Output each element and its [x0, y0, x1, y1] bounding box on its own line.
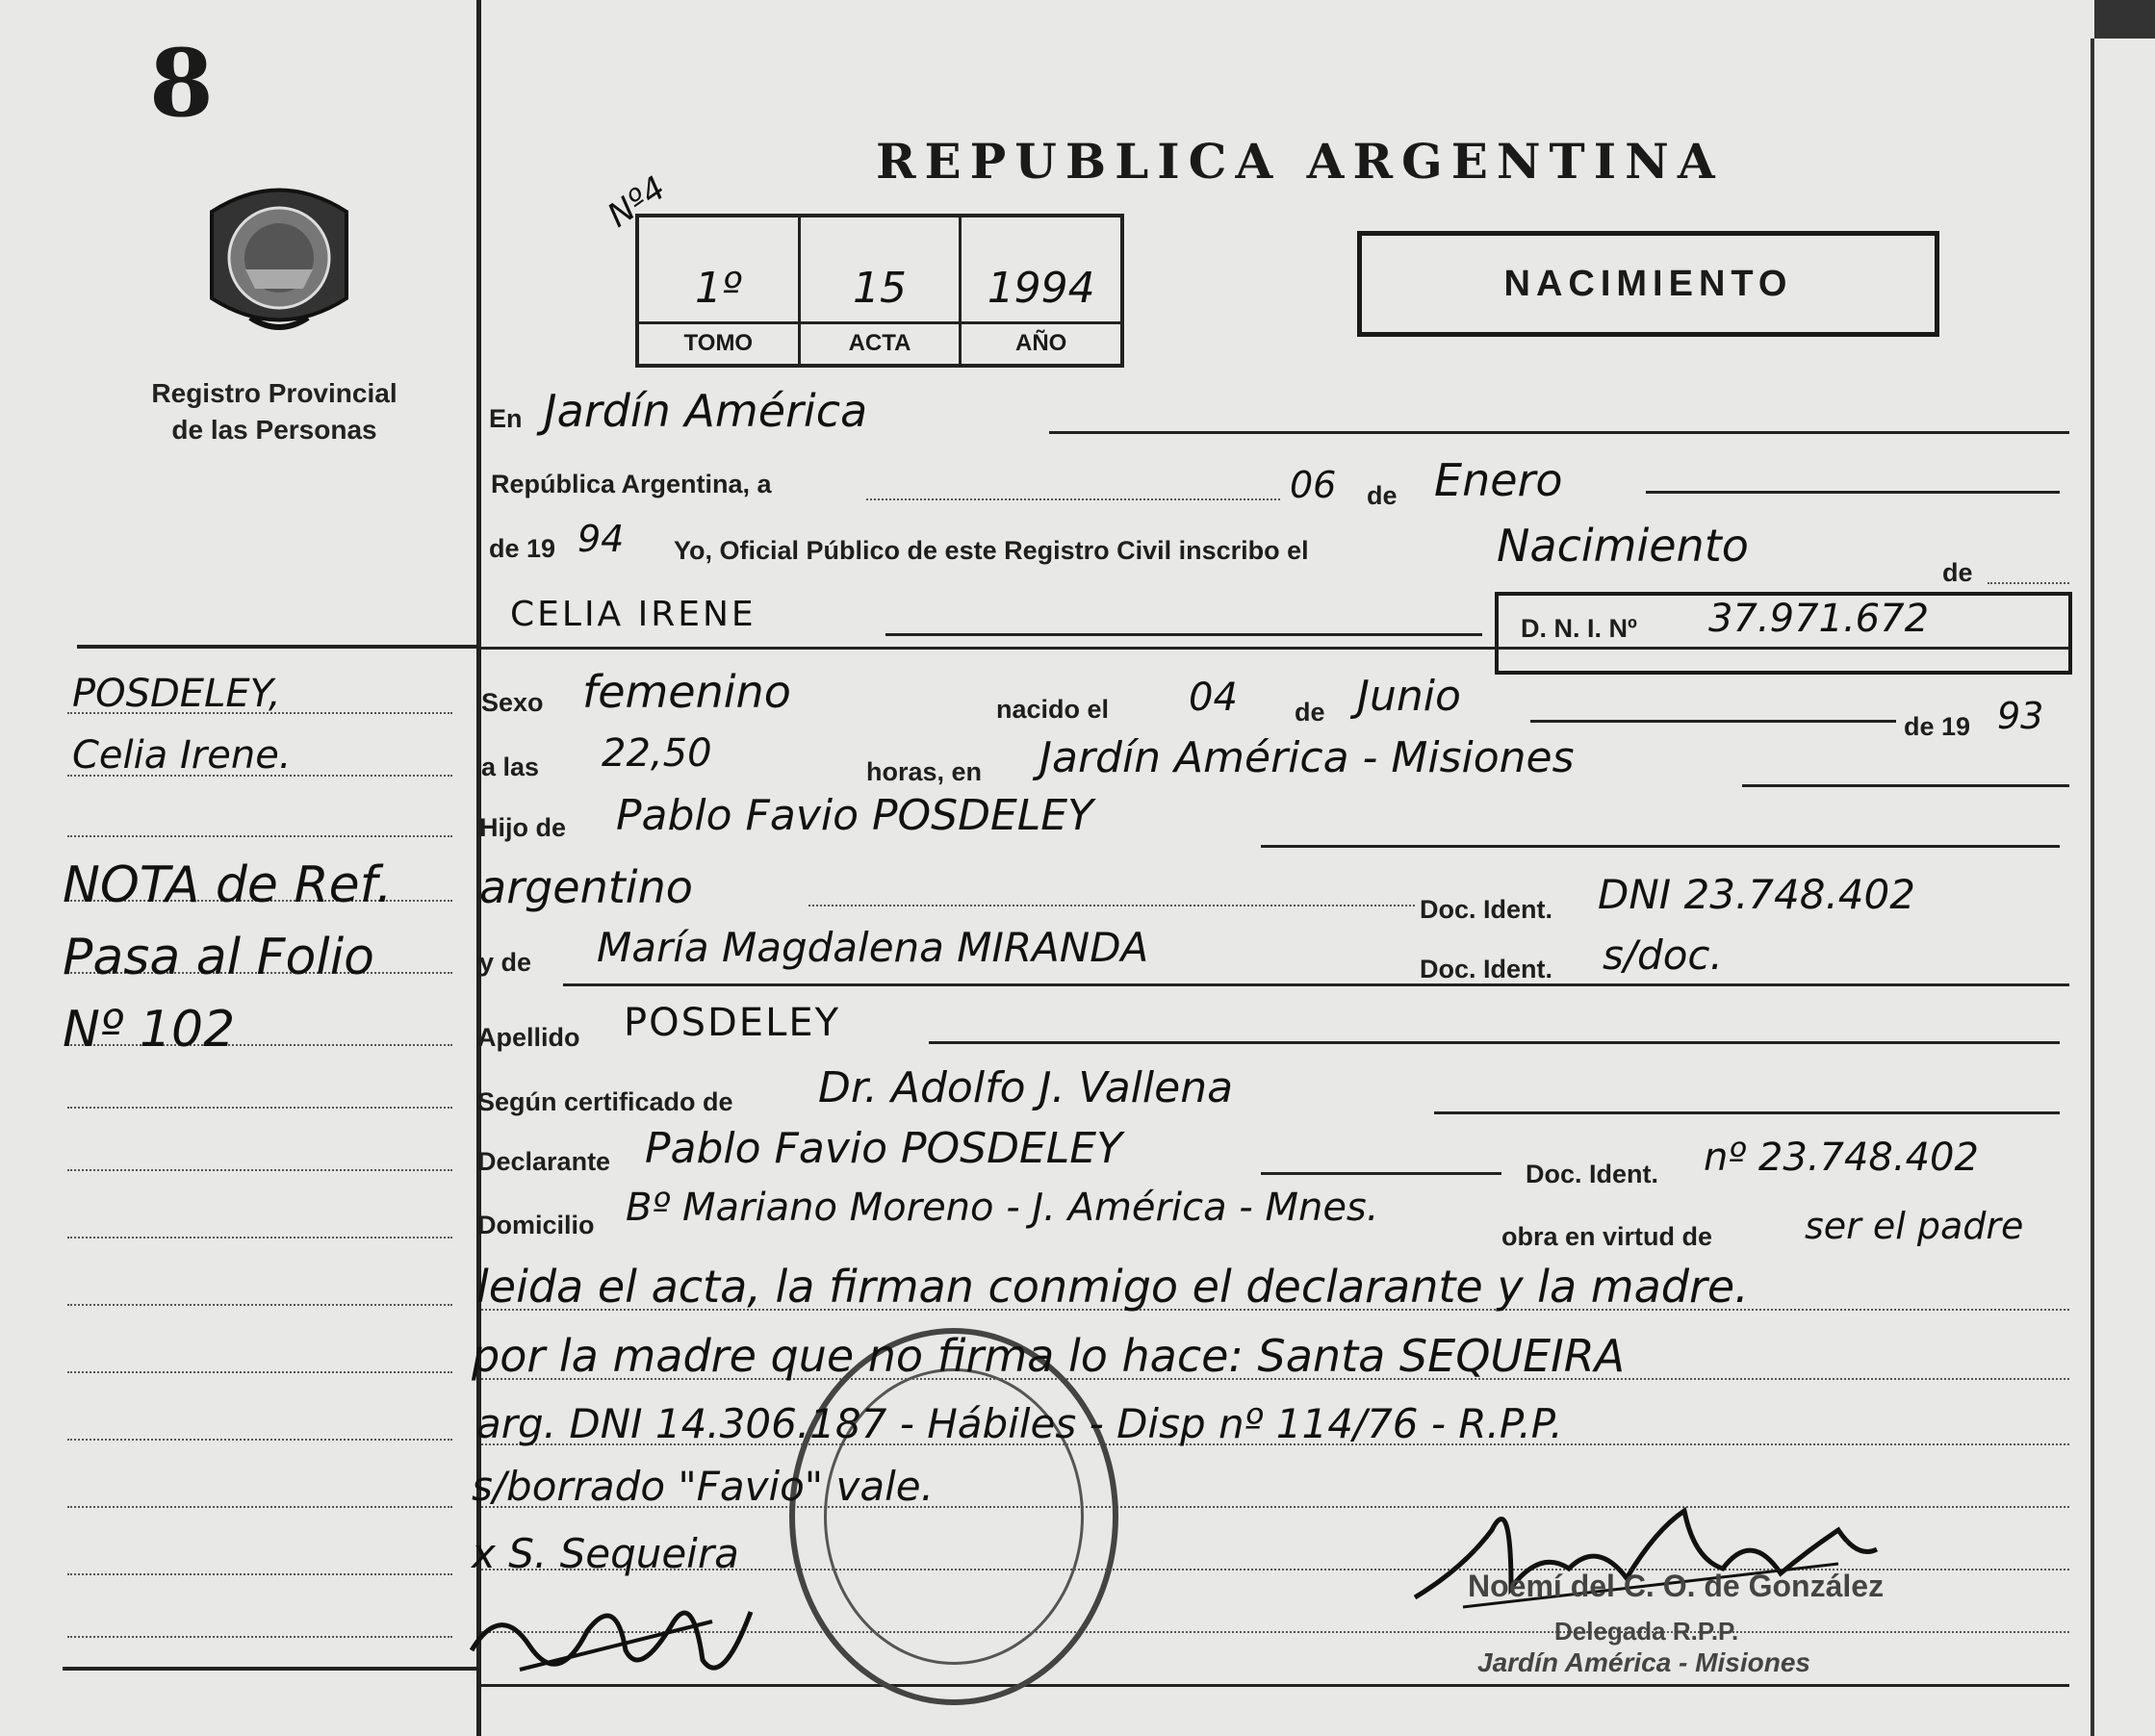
- certificado-value: Dr. Adolfo J. Vallena: [818, 1063, 1234, 1112]
- place-value: Jardín América: [544, 385, 868, 437]
- record-type-box: NACIMIENTO: [1357, 231, 1939, 337]
- remark-line-2: por la madre que no firma lo hace: Santa SEQUEIRA: [472, 1330, 1626, 1382]
- right-border: [2091, 38, 2094, 1736]
- month-value: Enero: [1434, 454, 1563, 506]
- remark-line-3: arg. DNI 14.306.187 - Hábiles - Disp nº 114/76 - R.P.P.: [476, 1400, 1563, 1447]
- dni-value: 37.971.672: [1708, 597, 1930, 641]
- margin-line: [67, 1506, 452, 1508]
- full-name: CELIA IRENE: [510, 595, 757, 634]
- dni-label: D. N. I. Nº: [1521, 614, 1637, 643]
- mother-doc: s/doc.: [1603, 932, 1723, 979]
- birth-month: Junio: [1357, 672, 1461, 721]
- registry-table: [635, 214, 1124, 368]
- apellido-label: Apellido: [477, 1023, 580, 1052]
- month-line: [1646, 491, 2060, 494]
- official-name: Noemí del C. O. de González: [1468, 1569, 1885, 1603]
- year-prefix: de 19: [489, 534, 556, 563]
- ano-value: 1994: [987, 264, 1095, 313]
- margin-line: [67, 1107, 452, 1109]
- sexo-value: femenino: [582, 666, 791, 718]
- declarante-doc: nº 23.748.402: [1704, 1136, 1979, 1180]
- inscribe-dotted: [1988, 582, 2069, 584]
- remark-line-1: leida el acta, la firman conmigo el declarante y la madre.: [476, 1261, 1749, 1313]
- declarant-signature-icon: [462, 1564, 770, 1698]
- birth-place-line: [1742, 784, 2069, 787]
- father-nationality: argentino: [479, 861, 693, 913]
- registry-number: Nº4: [601, 168, 673, 236]
- country-title: REPUBLICA ARGENTINA: [876, 133, 1724, 190]
- ano-label: AÑO: [962, 321, 1120, 357]
- margin-line: [67, 1439, 452, 1441]
- folio-number: 8: [149, 29, 214, 138]
- certificado-label: Según certificado de: [477, 1087, 733, 1116]
- left-bottom-rule: [63, 1667, 476, 1671]
- time-value: 22,50: [602, 731, 712, 776]
- margin-note-line-3: Nº 102: [63, 1001, 236, 1059]
- acta-cell: [801, 217, 962, 364]
- obra-value: ser el padre: [1805, 1205, 2024, 1247]
- ano-cell: [962, 217, 1120, 364]
- day-value: 06: [1290, 464, 1337, 506]
- birth-year-suffix: 93: [1997, 695, 2044, 737]
- margin-line: [67, 1371, 452, 1373]
- hijo-label: Hijo de: [479, 813, 567, 842]
- mother-line: [563, 983, 2069, 986]
- nacido-label: nacido el: [996, 695, 1110, 724]
- statement-text: Yo, Oficial Público de este Registro Civil inscribo el: [674, 536, 1309, 565]
- birth-de-label: de: [1295, 698, 1325, 727]
- tomo-cell: [639, 217, 801, 364]
- margin-line: [67, 1636, 452, 1638]
- domicilio-label: Domicilio: [477, 1211, 595, 1239]
- year-suffix: 94: [577, 518, 625, 560]
- nationality-dotted: [808, 905, 1415, 906]
- declarante-doc-label: Doc. Ident.: [1526, 1160, 1659, 1188]
- official-location: Jardín América - Misiones: [1477, 1647, 1810, 1677]
- tomo-value: 1º: [694, 264, 742, 313]
- a-las-label: a las: [481, 753, 540, 781]
- obra-label: obra en virtud de: [1501, 1222, 1713, 1251]
- margin-line: [67, 835, 452, 837]
- date-dotted: [866, 498, 1280, 500]
- birth-day: 04: [1189, 676, 1238, 720]
- en-label: En: [489, 404, 523, 433]
- remark-line-4: s/borrado "Favio" vale.: [472, 1463, 934, 1510]
- margin-note-line-1: NOTA de Ref.: [63, 856, 393, 914]
- remark-line-5: x S. Sequeira: [472, 1530, 739, 1577]
- declarante-label: Declarante: [477, 1147, 611, 1176]
- mother-name: María Magdalena MIRANDA: [597, 924, 1149, 971]
- father-line: [1261, 845, 2060, 848]
- sexo-label: Sexo: [481, 688, 544, 717]
- apellido-value: POSDELEY: [624, 1001, 841, 1045]
- registry-name: [96, 375, 452, 448]
- father-name: Pablo Favio POSDELEY: [616, 791, 1093, 840]
- father-doc: DNI 23.748.402: [1598, 871, 1915, 918]
- margin-given-names: Celia Irene.: [72, 733, 292, 778]
- margin-note-line-2: Pasa al Folio: [63, 929, 374, 986]
- birth-year-prefix: de 19: [1904, 712, 1971, 741]
- republic-label: República Argentina, a: [491, 470, 772, 498]
- margin-line: [67, 1304, 452, 1306]
- official-stamp-icon: [789, 1328, 1118, 1705]
- corner-shadow: [2094, 0, 2155, 38]
- margin-line: [67, 1169, 452, 1171]
- main-section-rule: [481, 647, 2069, 650]
- mother-doc-label: Doc. Ident.: [1420, 955, 1553, 983]
- registry-line-1: Registro Provincial: [151, 378, 398, 408]
- birth-place: Jardín América - Misiones: [1039, 733, 1575, 782]
- y-de-label: y de: [479, 948, 532, 977]
- certificado-line: [1434, 1111, 2060, 1114]
- margin-line: [67, 1573, 452, 1575]
- official-title: Delegada R.P.P.: [1554, 1617, 1739, 1646]
- left-section-rule: [77, 645, 481, 649]
- registry-line-2: de las Personas: [171, 415, 377, 445]
- inscribe-type: Nacimiento: [1497, 520, 1749, 572]
- domicilio-value: Bº Mariano Moreno - J. América - Mnes.: [626, 1186, 1379, 1230]
- father-doc-label: Doc. Ident.: [1420, 895, 1553, 924]
- provincial-seal-icon: [192, 173, 366, 346]
- date-de-label: de: [1367, 481, 1398, 510]
- declarante-value: Pablo Favio POSDELEY: [645, 1124, 1122, 1173]
- declarante-line: [1261, 1172, 1501, 1175]
- tomo-label: TOMO: [639, 321, 798, 357]
- margin-surname: POSDELEY,: [72, 672, 281, 716]
- place-line: [1049, 431, 2069, 434]
- horas-label: horas, en: [866, 757, 983, 786]
- margin-line: [67, 1237, 452, 1238]
- name-line: [885, 633, 1482, 636]
- inscribe-de-label: de: [1942, 558, 1973, 587]
- acta-label: ACTA: [801, 321, 960, 357]
- birth-month-line: [1530, 720, 1896, 723]
- apellido-line: [929, 1041, 2060, 1044]
- acta-value: 15: [853, 264, 907, 313]
